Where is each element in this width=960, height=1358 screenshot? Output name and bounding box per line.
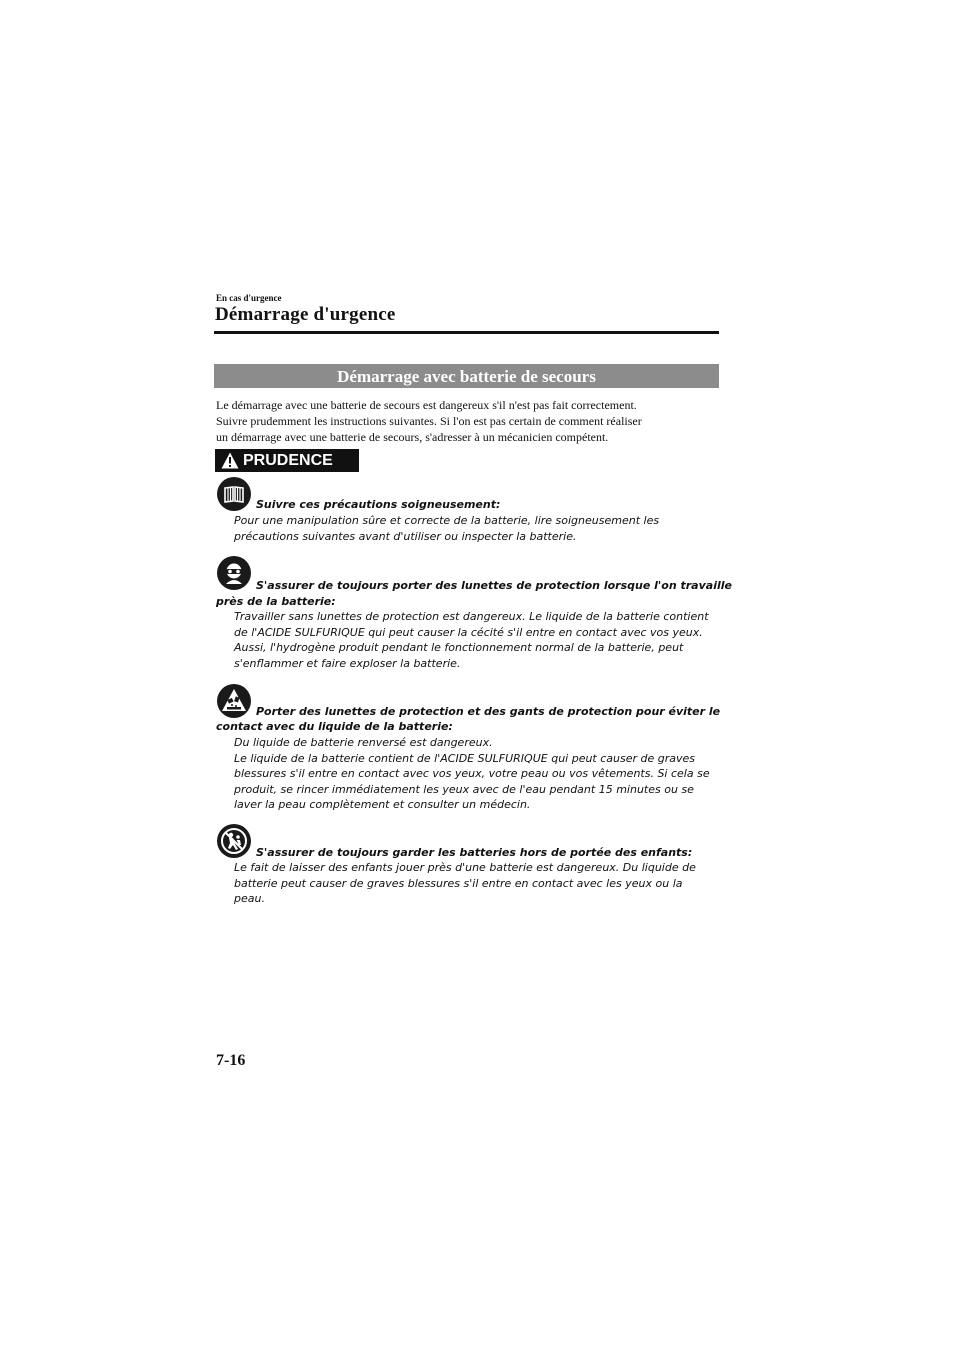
chapter-divider bbox=[214, 331, 719, 334]
warning-triangle-icon bbox=[221, 452, 239, 469]
warning-heading: près de la batterie: bbox=[216, 595, 336, 608]
manual-book-icon bbox=[217, 477, 251, 511]
keep-away-children-icon bbox=[217, 824, 251, 858]
warning-body: Du liquide de batterie renversé est dangereux. Le liquide de la batterie contient de l'ACIDE SULFURIQUE qui peut causer de graves blessures s'il entre en contact avec vos yeux, votre peau ou vos vêtements. Si cela se produit, se rincer immédiatement les yeux avec de l'eau pendant 15 minutes ou se laver la peau complètement et consulter un médecin. bbox=[234, 736, 710, 811]
intro-line: Le démarrage avec une batterie de secours est dangereux s'il n'est pas fait correctement. bbox=[216, 398, 637, 412]
section-label: En cas d'urgence bbox=[216, 293, 282, 303]
warning-heading: S'assurer de toujours porter des lunettes de protection lorsque l'on travaille bbox=[256, 579, 732, 592]
warning-body: Le fait de laisser des enfants jouer près d'une batterie est dangereux. Du liquide de batterie peut causer de graves blessures s'il entre en contact avec les yeux ou la peau. bbox=[234, 861, 696, 905]
intro-line: un démarrage avec une batterie de secours, s'adresser à un mécanicien compétent. bbox=[216, 430, 609, 444]
warning-heading: Porter des lunettes de protection et des gants de protection pour éviter le bbox=[256, 705, 721, 718]
chapter-title: Démarrage d'urgence bbox=[215, 304, 396, 325]
caution-text: PRUDENCE bbox=[243, 452, 333, 469]
safety-goggles-icon bbox=[217, 556, 251, 590]
warning-body: Travailler sans lunettes de protection est dangereux. Le liquide de la batterie contient de l'ACIDE SULFURIQUE qui peut causer la cécité s'il entre en contact avec vos yeux. Aussi, l'hydrogène produit pendant le fonctionnement normal de la batterie, peut s'enflammer et faire exploser la batterie. bbox=[234, 610, 709, 670]
section-banner: Démarrage avec batterie de secours bbox=[214, 364, 719, 388]
warning-heading: contact avec du liquide de la batterie: bbox=[216, 720, 453, 733]
warning-heading: S'assurer de toujours garder les batteries hors de portée des enfants: bbox=[256, 846, 693, 859]
caution-label bbox=[215, 449, 359, 472]
page-number: 7-16 bbox=[216, 1052, 246, 1069]
intro-line: Suivre prudemment les instructions suivantes. Si l'on est pas certain de comment réaliser bbox=[216, 414, 642, 428]
warning-heading: Suivre ces précautions soigneusement: bbox=[256, 498, 501, 511]
intro-paragraph bbox=[216, 397, 721, 445]
corrosive-hazard-icon bbox=[217, 684, 251, 718]
warning-body: Pour une manipulation sûre et correcte de la batterie, lire soigneusement les précautions suivantes avant d'utiliser ou inspecter la batterie. bbox=[234, 514, 660, 543]
